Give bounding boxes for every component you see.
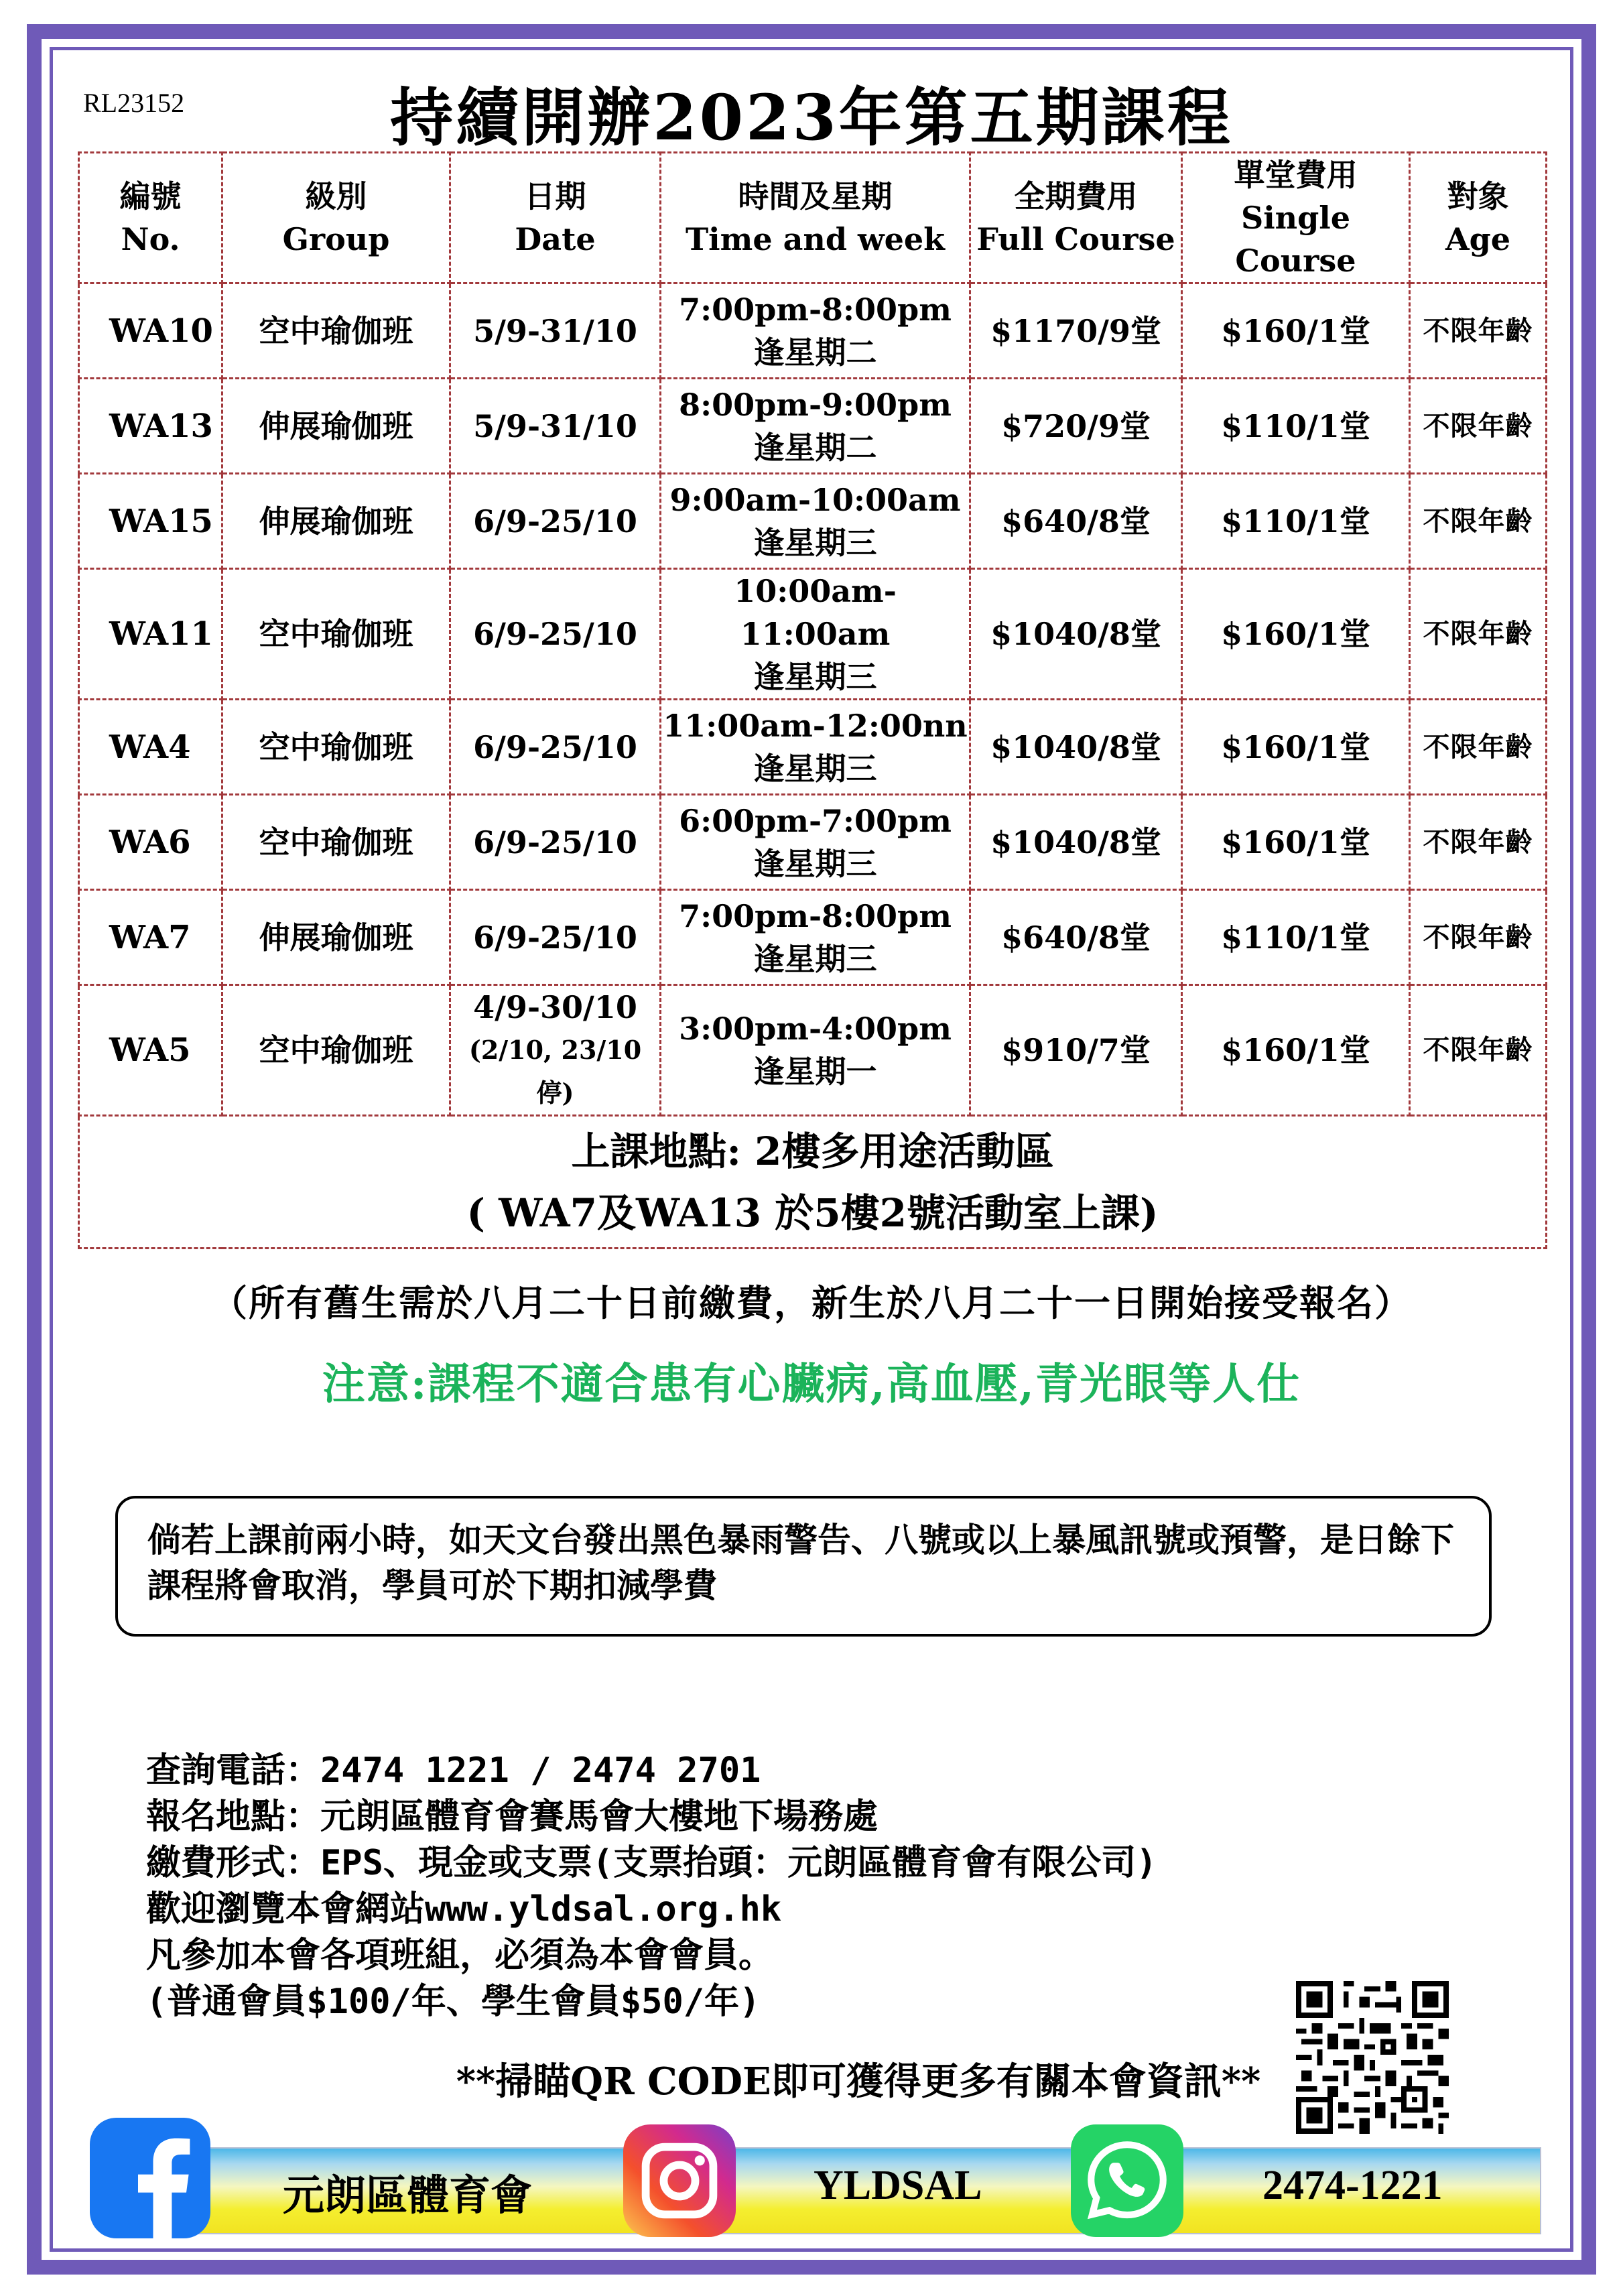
health-warning: 注意:課程不適合患有心臟病,高血壓,青光眼等人仕 (322, 1359, 1301, 1409)
cell-code: WA13 (79, 379, 222, 474)
info-phone: 查詢電話：2474 1221 / 2474 2701 (146, 1750, 761, 1791)
cell-full-fee: $910/7堂 (970, 985, 1182, 1116)
qr-code-caption: **掃瞄QR CODE即可獲得更多有關本會資訊** (456, 2059, 1261, 2104)
reference-code: RL23152 (83, 88, 185, 118)
cell-time: 7:00pm-8:00pm 逢星期三 (661, 890, 970, 985)
table-row (79, 985, 1547, 1116)
cell-date: 6/9-25/10 (450, 569, 661, 700)
cell-date: 5/9-31/10 (450, 283, 661, 379)
fee-deadline-notice: （所有舊生需於八月二十日前繳費，新生於八月二十一日開始接受報名） (211, 1281, 1412, 1324)
contact-info (146, 1748, 1157, 2025)
cell-code: WA5 (79, 985, 222, 1116)
cell-group: 空中瑜伽班 (222, 283, 450, 379)
table-row (79, 569, 1547, 700)
header-group: 級別 Group (222, 153, 450, 283)
cell-single-fee: $160/1堂 (1182, 569, 1410, 700)
cell-full-fee: $1170/9堂 (970, 283, 1182, 379)
cell-age: 不限年齡 (1410, 890, 1547, 985)
whatsapp-label: 2474-1221 (1262, 2163, 1443, 2208)
cell-time: 10:00am-11:00am 逢星期三 (661, 569, 970, 700)
cell-time: 11:00am-12:00nn 逢星期三 (661, 700, 970, 795)
cell-time: 3:00pm-4:00pm 逢星期一 (661, 985, 970, 1116)
qr-code-icon[interactable] (1296, 1981, 1449, 2134)
venue-row (79, 1116, 1547, 1249)
cell-time: 8:00pm-9:00pm 逢星期二 (661, 379, 970, 474)
cell-single-fee: $110/1堂 (1182, 890, 1410, 985)
cell-group: 空中瑜伽班 (222, 795, 450, 890)
cell-code: WA6 (79, 795, 222, 890)
cell-age: 不限年齡 (1410, 700, 1547, 795)
info-payment: 繳費形式：EPS、現金或支票(支票抬頭：元朗區體育會有限公司) (146, 1843, 1157, 1883)
header-date: 日期 Date (450, 153, 661, 283)
cell-single-fee: $110/1堂 (1182, 474, 1410, 569)
facebook-label: 元朗區體育會 (283, 2173, 533, 2219)
cell-age: 不限年齡 (1410, 474, 1547, 569)
cell-code: WA10 (79, 283, 222, 379)
cell-group: 空中瑜伽班 (222, 985, 450, 1116)
cell-group: 空中瑜伽班 (222, 569, 450, 700)
cell-date: 5/9-31/10 (450, 379, 661, 474)
whatsapp-icon[interactable] (1071, 2124, 1183, 2237)
page-title: 持續開辦2023年第五期課程 (390, 81, 1233, 155)
cell-single-fee: $160/1堂 (1182, 795, 1410, 890)
cell-time: 9:00am-10:00am 逢星期三 (661, 474, 970, 569)
cell-group: 伸展瑜伽班 (222, 379, 450, 474)
instagram-label: YLDSAL (814, 2163, 982, 2208)
header-single-course: 單堂費用 Single Course (1182, 153, 1410, 283)
info-membership: 凡參加本會各項班組，必須為本會會員。 (146, 1935, 774, 1976)
cell-date: 6/9-25/10 (450, 795, 661, 890)
cell-single-fee: $160/1堂 (1182, 283, 1410, 379)
cell-age: 不限年齡 (1410, 569, 1547, 700)
cell-code: WA7 (79, 890, 222, 985)
cell-code: WA4 (79, 700, 222, 795)
table-row (79, 379, 1547, 474)
cell-date: 6/9-25/10 (450, 700, 661, 795)
header-age: 對象 Age (1410, 153, 1547, 283)
cell-single-fee: $160/1堂 (1182, 985, 1410, 1116)
table-row (79, 890, 1547, 985)
cell-full-fee: $1040/8堂 (970, 569, 1182, 700)
cell-group: 伸展瑜伽班 (222, 890, 450, 985)
table-row (79, 283, 1547, 379)
cell-full-fee: $1040/8堂 (970, 795, 1182, 890)
info-membership-fee: (普通會員$100/年、學生會員$50/年) (146, 1982, 761, 2022)
cell-code: WA15 (79, 474, 222, 569)
venue-line-main: 上課地點: 2樓多用途活動區 (571, 1128, 1054, 1174)
table-header-row (79, 153, 1547, 283)
cell-date: 4/9-30/10 (2/10, 23/10停) (450, 985, 661, 1116)
facebook-icon[interactable] (90, 2118, 210, 2238)
cell-age: 不限年齡 (1410, 795, 1547, 890)
cell-time: 7:00pm-8:00pm 逢星期二 (661, 283, 970, 379)
cell-code: WA11 (79, 569, 222, 700)
cell-time: 6:00pm-7:00pm 逢星期三 (661, 795, 970, 890)
table-row (79, 474, 1547, 569)
cell-date: 6/9-25/10 (450, 890, 661, 985)
cell-age: 不限年齡 (1410, 379, 1547, 474)
course-table (78, 151, 1547, 1249)
venue-cell (79, 1116, 1547, 1249)
date-suspension-note: (2/10, 23/10停) (468, 1035, 642, 1108)
weather-cancellation-notice: 倘若上課前兩小時，如天文台發出黑色暴雨警告、八號或以上暴風訊號或預警，是日餘下課程將會取消，學員可於下期扣減學費 (115, 1496, 1492, 1637)
table-row (79, 700, 1547, 795)
cell-age: 不限年齡 (1410, 985, 1547, 1116)
cell-full-fee: $720/9堂 (970, 379, 1182, 474)
header-no: 編號 No. (79, 153, 222, 283)
cell-single-fee: $110/1堂 (1182, 379, 1410, 474)
venue-line-exception: ( WA7及WA13 於5樓2號活動室上課) (466, 1190, 1159, 1236)
cell-full-fee: $1040/8堂 (970, 700, 1182, 795)
cell-group: 空中瑜伽班 (222, 700, 450, 795)
instagram-icon[interactable] (623, 2124, 736, 2237)
table-row (79, 795, 1547, 890)
cell-full-fee: $640/8堂 (970, 474, 1182, 569)
cell-age: 不限年齡 (1410, 283, 1547, 379)
cell-group: 伸展瑜伽班 (222, 474, 450, 569)
header-time: 時間及星期 Time and week (661, 153, 970, 283)
cell-full-fee: $640/8堂 (970, 890, 1182, 985)
cell-single-fee: $160/1堂 (1182, 700, 1410, 795)
header-full-course: 全期費用 Full Course (970, 153, 1182, 283)
info-location: 報名地點：元朗區體育會賽馬會大樓地下場務處 (146, 1797, 879, 1837)
info-website: 歡迎瀏覽本會網站www.yldsal.org.hk (146, 1889, 782, 1929)
cell-date: 6/9-25/10 (450, 474, 661, 569)
